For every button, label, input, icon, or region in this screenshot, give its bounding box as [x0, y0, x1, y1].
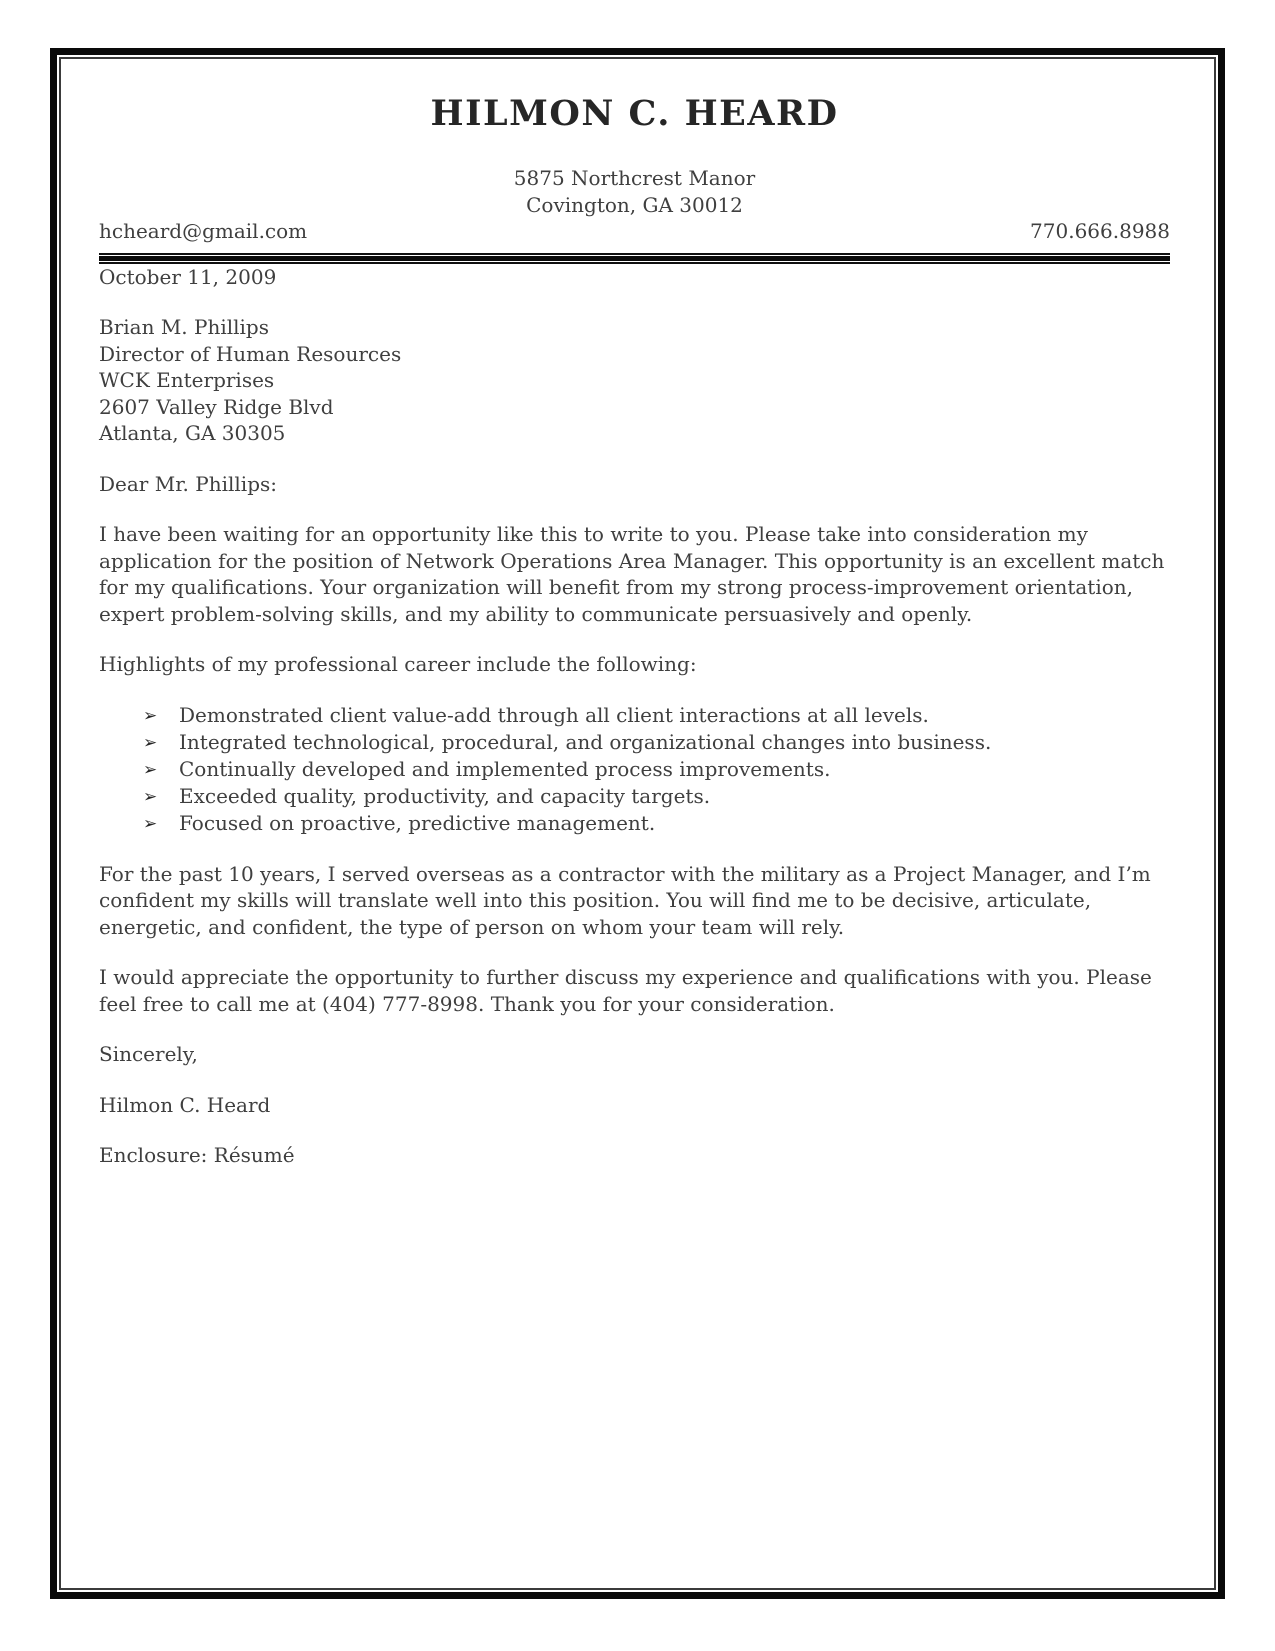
list-item [99, 756, 1170, 783]
page-border-inner [59, 57, 1216, 1590]
arrow-bullet-icon: ➢ [143, 732, 158, 753]
recipient-city: Atlanta, GA 30305 [99, 421, 286, 445]
recipient-name: Brian M. Phillips [99, 315, 269, 339]
valediction: Sincerely, [99, 1042, 198, 1066]
letterhead-name: HILMON C. HEARD [430, 93, 839, 134]
salutation: Dear Mr. Phillips: [99, 471, 277, 496]
enclosure-note: Enclosure: Résumé [99, 1143, 295, 1167]
opening-paragraph: I have been waiting for an opportunity like this to write to you. Please take into consideration my application for the position of Network Operations Area Manager. This opportunity is an excellent match for my qualifications. Your organization will benefit from my strong process-improvement orientation, expert problem-solving skills, and my ability to communicate persuasively and openly. [99, 522, 1165, 626]
recipient-title: Director of Human Resources [99, 341, 402, 366]
arrow-bullet-icon: ➢ [143, 786, 158, 807]
recipient-street: 2607 Valley Ridge Blvd [99, 394, 334, 419]
list-item [99, 702, 1170, 729]
recipient-block [99, 314, 1170, 447]
list-item [99, 729, 1170, 756]
letterhead-divider-rule [99, 253, 1170, 264]
highlights-intro: Highlights of my professional career include the following: [99, 652, 697, 676]
signature-name: Hilmon C. Heard [99, 1092, 271, 1117]
experience-paragraph: For the past 10 years, I served overseas as a contractor with the military as a Project Manager, and I’m confident my skills will translate well into this position. You will find me to be decisive, articulate, energetic, and confident, the type of person on whom your team will rely. [99, 861, 1151, 939]
letterhead-address-line2: Covington, GA 30012 [526, 192, 743, 217]
highlight-text: Integrated technological, procedural, and organizational changes into business. [179, 729, 992, 754]
arrow-bullet-icon: ➢ [143, 759, 158, 780]
arrow-bullet-icon: ➢ [143, 813, 158, 834]
highlight-text: Exceeded quality, productivity, and capacity targets. [179, 783, 711, 808]
highlight-text: Continually developed and implemented process improvements. [179, 756, 831, 781]
letterhead [99, 93, 1170, 264]
letterhead-email: hcheard@gmail.com [99, 219, 308, 243]
list-item [99, 783, 1170, 810]
list-item [99, 810, 1170, 837]
letterhead-address-line1: 5875 Northcrest Manor [513, 166, 756, 190]
letter-date: October 11, 2009 [99, 264, 277, 289]
letterhead-contact-row [99, 218, 1170, 245]
arrow-bullet-icon: ➢ [143, 705, 158, 726]
letterhead-phone: 770.666.8988 [1030, 219, 1170, 243]
letter-body [99, 264, 1170, 1169]
highlight-text: Demonstrated client value-add through all client interactions at all levels. [179, 702, 929, 727]
highlight-text: Focused on proactive, predictive management. [179, 810, 656, 835]
page-border-outer [50, 48, 1225, 1599]
recipient-company: WCK Enterprises [99, 368, 275, 392]
closing-paragraph: I would appreciate the opportunity to further discuss my experience and qualifications with you. Please feel free to call me at (404) 777-8998. Thank you for your consideration. [99, 965, 1152, 1016]
highlights-list [99, 702, 1170, 837]
